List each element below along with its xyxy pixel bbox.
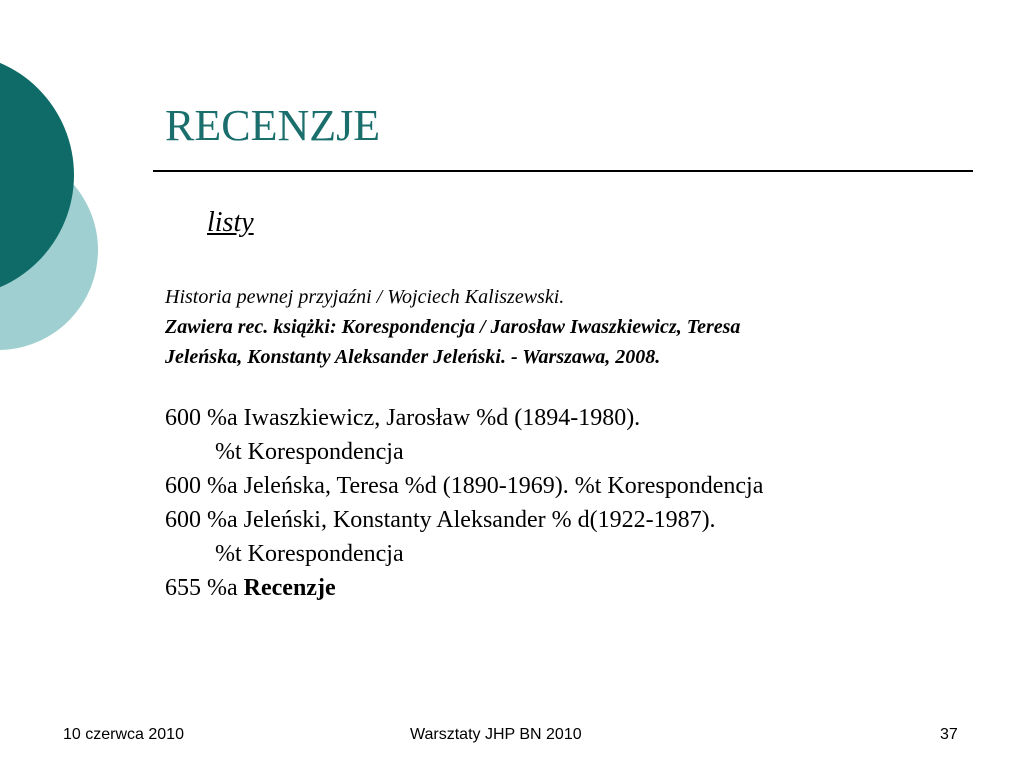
- marc-line-6: [165, 571, 965, 605]
- marc-fields: [165, 401, 965, 605]
- marc-line-4: 600 %a Jeleński, Konstanty Aleksander % d(1922-1987).: [165, 507, 716, 533]
- footer-title: Warsztaty JHP BN 2010: [410, 726, 582, 743]
- subtitle: listy: [207, 207, 254, 238]
- reference-block: [165, 282, 945, 372]
- marc-line-1: 600 %a Iwaszkiewicz, Jarosław %d (1894-1980).: [165, 405, 641, 431]
- marc-line-6-prefix: 655 %a: [165, 575, 244, 601]
- marc-line-3: 600 %a Jeleńska, Teresa %d (1890-1969). %t Korespondencja: [165, 473, 764, 499]
- title-divider: [153, 170, 973, 172]
- reference-line-2: Zawiera rec. książki: Korespondencja / Jarosław Iwaszkiewicz, Teresa: [165, 316, 741, 338]
- marc-line-5: %t Korespondencja: [215, 541, 404, 567]
- footer-date: 10 czerwca 2010: [63, 726, 184, 743]
- marc-line-6-bold: Recenzje: [243, 575, 336, 601]
- marc-line-2: %t Korespondencja: [215, 439, 404, 465]
- reference-line-1: Historia pewnej przyjaźni / Wojciech Kaliszewski.: [165, 286, 565, 308]
- slide-title: RECENZJE: [165, 101, 381, 150]
- decorative-circles: [0, 0, 120, 420]
- page-number: 37: [940, 726, 958, 743]
- reference-line-3: Jeleńska, Konstanty Aleksander Jeleński. - Warszawa, 2008.: [165, 346, 661, 368]
